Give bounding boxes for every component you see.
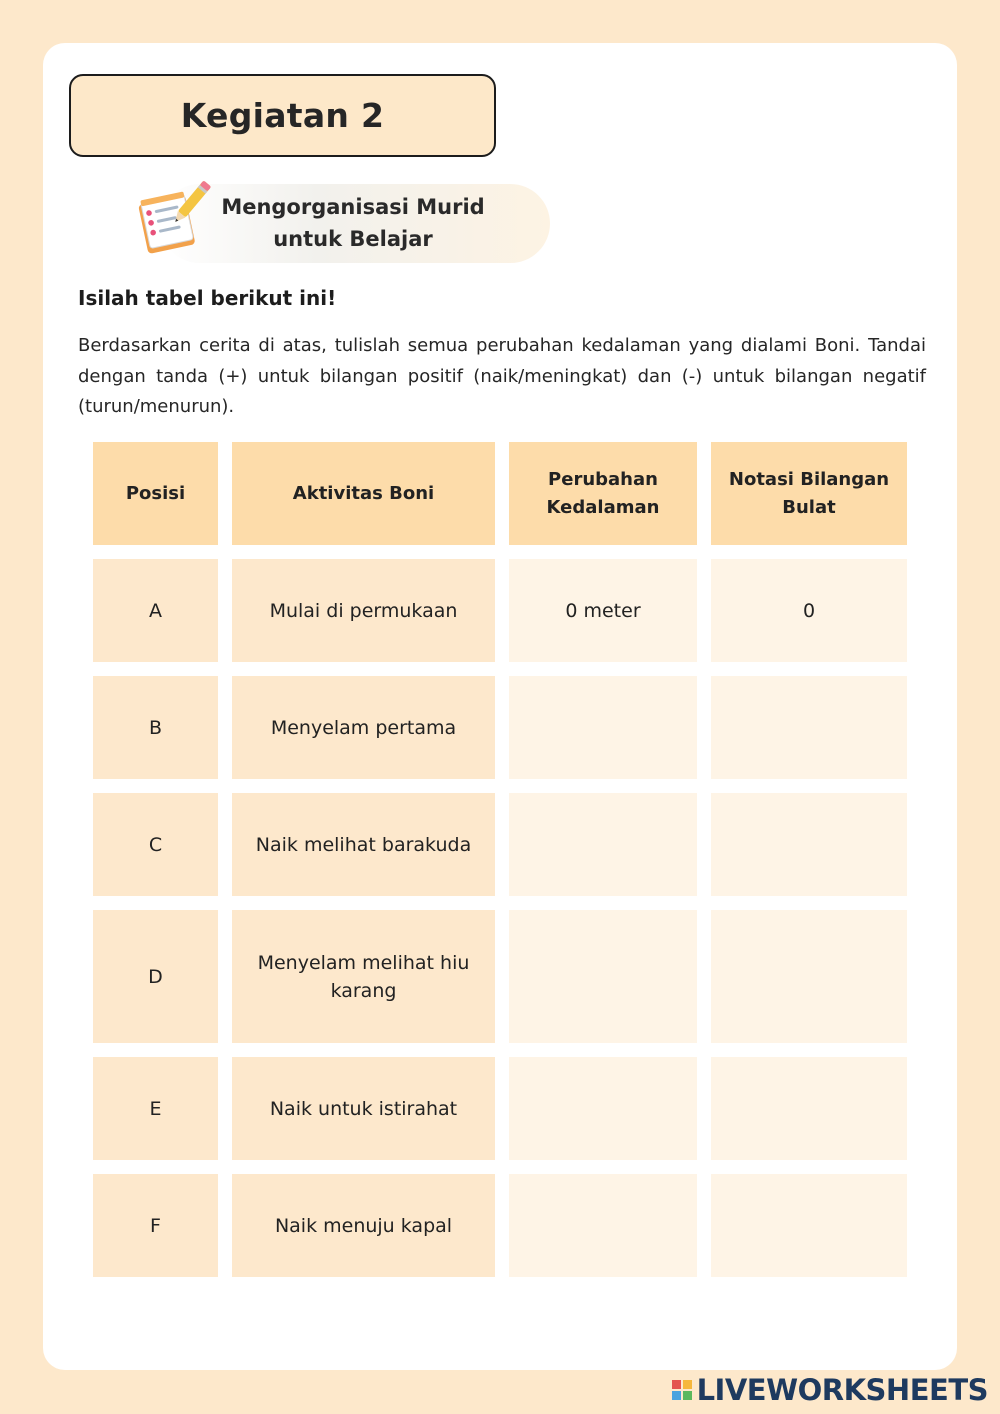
cell-posisi-b: B [93,676,218,779]
header-aktivitas: Aktivitas Boni [232,442,495,545]
header-perubahan: Perubahan Kedalaman [509,442,697,545]
cell-posisi-f: F [93,1174,218,1277]
answer-input-perubahan-d[interactable] [509,910,697,1043]
cell-posisi-a: A [93,559,218,662]
section-badge-line1: Mengorganisasi Murid [221,195,485,219]
answer-input-perubahan-f[interactable] [509,1174,697,1277]
answer-input-perubahan-b[interactable] [509,676,697,779]
logo-square-i [683,1380,692,1389]
cell-aktivitas-e: Naik untuk istirahat [232,1057,495,1160]
cell-aktivitas-d: Menyelam melihat hiu karang [232,910,495,1043]
section-badge-label [198,191,508,255]
instruction-paragraph: Berdasarkan cerita di atas, tulislah semua perubahan kedalaman yang dialami Boni. Tandai dengan tanda (+) untuk bilangan positif (naik/meningkat) dan (-) untuk bilangan negatif (turun/menurun). [78,335,926,417]
header-posisi: Posisi [93,442,218,545]
cell-posisi-c: C [93,793,218,896]
instruction-heading: Isilah tabel berikut ini! [78,286,337,310]
cell-perubahan-a: 0 meter [509,559,697,662]
cell-aktivitas-b: Menyelam pertama [232,676,495,779]
answer-input-notasi-f[interactable] [711,1174,907,1277]
logo-square-v [672,1391,681,1400]
liveworksheets-logo-icon [672,1380,692,1400]
cell-aktivitas-c: Naik melihat barakuda [232,793,495,896]
answer-input-perubahan-e[interactable] [509,1057,697,1160]
answer-input-notasi-c[interactable] [711,793,907,896]
answer-input-notasi-d[interactable] [711,910,907,1043]
cell-aktivitas-a: Mulai di permukaan [232,559,495,662]
cell-posisi-e: E [93,1057,218,1160]
page-title: Kegiatan 2 [69,74,496,157]
watermark-text: LIVEWORKSHEETS [696,1373,988,1407]
logo-square-l [672,1380,681,1389]
section-badge-line2: untuk Belajar [273,227,433,251]
answer-input-notasi-e[interactable] [711,1057,907,1160]
cell-aktivitas-f: Naik menuju kapal [232,1174,495,1277]
logo-square-e [683,1391,692,1400]
liveworksheets-watermark [672,1372,988,1408]
answer-input-notasi-b[interactable] [711,676,907,779]
cell-posisi-d: D [93,910,218,1043]
answer-input-perubahan-c[interactable] [509,793,697,896]
header-notasi: Notasi Bilangan Bulat [711,442,907,545]
cell-notasi-a: 0 [711,559,907,662]
